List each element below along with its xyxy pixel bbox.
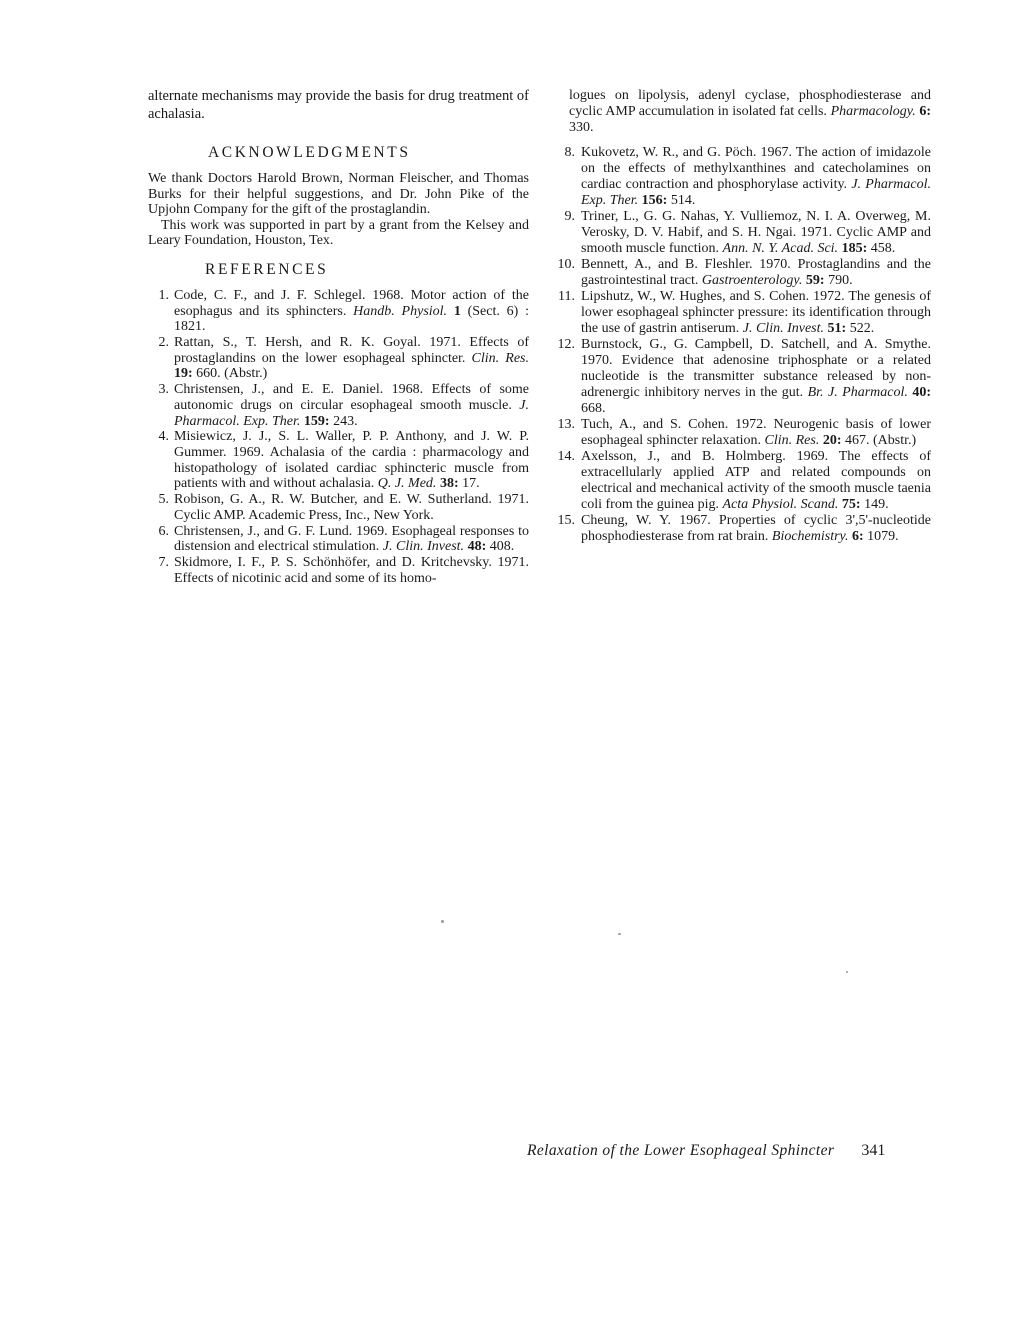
reference-text-run: 1079. bbox=[863, 529, 899, 544]
reference-body bbox=[581, 145, 931, 209]
reference-text-run: Lipshutz, W., W. Hughes, and S. Cohen. 1972. The genesis of lower esophageal sphincter pressure: its identification through the use of gastrin antiserum. bbox=[581, 289, 931, 336]
reference-text-run: 330. bbox=[569, 120, 594, 135]
page-footer bbox=[527, 1142, 885, 1160]
reference-item bbox=[551, 417, 931, 449]
reference-number: 10. bbox=[557, 257, 575, 272]
references-heading: REFERENCES bbox=[205, 260, 329, 278]
reference-item bbox=[551, 257, 931, 289]
reference-text-run: 243. bbox=[329, 413, 358, 429]
reference-list-right bbox=[551, 145, 931, 545]
reference-text-run: Christensen, J., and E. E. Daniel. 1968. Effects of some autonomic drugs on circular esophageal smooth muscle. bbox=[174, 382, 529, 413]
reference-text-run: Code, C. F., and J. F. Schlegel. 1968. Motor action of the esophagus and its sphincters. bbox=[174, 287, 529, 319]
journal-name: Q. J. Med. bbox=[377, 476, 437, 492]
reference-item bbox=[551, 209, 931, 257]
reference-body bbox=[174, 382, 529, 429]
reference-text-run: Burnstock, G., G. Campbell, D. Satchell, and A. Smythe. 1970. Evidence that adenosine triphosphate or a related nucleotide is the transmitter substance released by non-adrenergic inhibitory nerves in the gut. bbox=[581, 337, 931, 400]
reference-text-run: Skidmore, I. F., P. S. Schönhöfer, and D. Kritchevsky. 1971. Effects of nicotinic acid and some of its homo- bbox=[174, 554, 529, 586]
journal-name: Biochemistry. bbox=[771, 529, 849, 544]
scan-speck bbox=[441, 920, 444, 923]
acknowledgments-section bbox=[148, 171, 529, 249]
reference-item bbox=[148, 335, 529, 382]
reference-text-run: 514. bbox=[667, 193, 696, 208]
reference-text-run: Kukovetz, W. R., and G. Pöch. 1967. The action of imidazole on the effects of methylxanthines and catecholamines on cardiac contraction and phosphorylase activity. bbox=[581, 145, 931, 192]
journal-name: J. Pharmacol. Exp. Ther. bbox=[581, 177, 931, 208]
reference-text-run: 668. bbox=[581, 401, 606, 416]
reference-text-run: 522. bbox=[846, 321, 875, 336]
reference-body bbox=[174, 524, 529, 555]
reference-text-run: 458. bbox=[867, 241, 896, 256]
reference-body bbox=[581, 209, 931, 257]
reference-item bbox=[551, 449, 931, 513]
reference-list-left bbox=[148, 288, 529, 586]
volume-number: 6: bbox=[852, 529, 864, 544]
reference-number: 4. bbox=[158, 429, 169, 445]
volume-number: 19: bbox=[174, 366, 193, 382]
journal-name: J. Clin. Invest. bbox=[742, 321, 825, 336]
journal-name: Handb. Physiol. bbox=[353, 303, 448, 319]
reference-text-run: 660. (Abstr.) bbox=[192, 366, 268, 382]
intro-paragraph: alternate mechanisms may provide the basis for drug treatment of achalasia. bbox=[148, 88, 529, 122]
acknowledgments-paragraph: We thank Doctors Harold Brown, Norman Fleischer, and Thomas Burks for their helpful suggestions, and Dr. John Pike of the Upjohn Company for the gift of the prostaglandin. bbox=[148, 171, 529, 218]
reference-text-run: Christensen, J., and G. F. Lund. 1969. Esophageal responses to distension and electrical stimulation. bbox=[174, 523, 529, 555]
journal-name: Clin. Res. bbox=[471, 350, 529, 366]
reference-body bbox=[581, 449, 931, 513]
reference-text-run: Bennett, A., and B. Fleshler. 1970. Prostaglandins and the gastrointestinal tract. bbox=[581, 257, 931, 288]
scan-speck bbox=[846, 971, 848, 973]
reference-text-run: 790. bbox=[824, 273, 853, 288]
journal-name: J. Clin. Invest. bbox=[382, 539, 465, 555]
reference-body bbox=[174, 492, 529, 523]
reference-number: 1. bbox=[158, 287, 169, 303]
volume-number: 38: bbox=[439, 476, 459, 492]
reference-body bbox=[174, 335, 529, 382]
running-title: Relaxation of the Lower Esophageal Sphincter bbox=[527, 1142, 835, 1159]
reference-body bbox=[174, 429, 529, 492]
reference-number: 13. bbox=[557, 417, 575, 432]
reference-text-run: Tuch, A., and S. Cohen. 1972. Neurogenic basis of lower esophageal sphincter relaxation. bbox=[581, 417, 931, 448]
reference-body bbox=[581, 257, 931, 289]
acknowledgments-paragraph: This work was supported in part by a grant from the Kelsey and Leary Foundation, Houston, Tex. bbox=[148, 217, 529, 249]
volume-number: 20: bbox=[822, 433, 842, 448]
reference-item bbox=[148, 429, 529, 492]
reference-number: 14. bbox=[557, 449, 575, 464]
volume-number: 185: bbox=[841, 241, 868, 256]
journal-name: J. Pharmacol. Exp. Ther. bbox=[174, 397, 529, 429]
reference-text-run: 17. bbox=[458, 476, 480, 492]
scan-speck bbox=[618, 933, 621, 935]
reference-number: 3. bbox=[158, 382, 169, 398]
volume-number: 59: bbox=[805, 273, 825, 288]
journal-name: Pharmacology. bbox=[830, 104, 916, 119]
reference-body bbox=[581, 337, 931, 417]
volume-number: 159: bbox=[303, 413, 330, 429]
reference-text-run: 408. bbox=[486, 539, 515, 555]
reference-number: 2. bbox=[158, 335, 169, 351]
journal-name: Clin. Res. bbox=[764, 433, 820, 448]
reference-text-run bbox=[447, 304, 454, 319]
journal-name: Acta Physiol. Scand. bbox=[722, 497, 839, 512]
reference-body bbox=[174, 288, 529, 335]
right-column bbox=[551, 88, 931, 545]
reference-item bbox=[148, 555, 529, 586]
reference-number: 7. bbox=[158, 554, 169, 570]
reference-text-run: logues on lipolysis, adenyl cyclase, phosphodiesterase and cyclic AMP accumulation in isolated fat cells. bbox=[569, 88, 931, 119]
reference-body bbox=[581, 289, 931, 337]
reference-number: 9. bbox=[564, 209, 575, 224]
reference-body bbox=[581, 417, 931, 449]
volume-number: 75: bbox=[841, 497, 861, 512]
reference-item bbox=[551, 289, 931, 337]
journal-name: Br. J. Pharmacol. bbox=[807, 385, 908, 400]
reference-number: 15. bbox=[557, 513, 575, 528]
reference-text-run: Misiewicz, J. J., S. L. Waller, P. P. Anthony, and J. W. P. Gummer. 1969. Achalasia of the cardia : pharmacology and histopathology of isolated cardiac sphincteric muscle from patients with and without achalasia. bbox=[174, 429, 529, 492]
reference-item bbox=[148, 524, 529, 555]
reference-number: 6. bbox=[158, 523, 169, 539]
volume-number: 51: bbox=[827, 321, 847, 336]
reference-number: 11. bbox=[558, 289, 575, 304]
reference-text-run: 467. (Abstr.) bbox=[841, 433, 917, 448]
reference-body bbox=[581, 513, 931, 545]
left-column bbox=[148, 88, 529, 586]
reference-text-run: Cheung, W. Y. 1967. Properties of cyclic 3',5'-nucleotide phosphodiesterase from rat brain. bbox=[581, 513, 931, 544]
reference-item bbox=[148, 492, 529, 523]
reference-text-run: Rattan, S., T. Hersh, and R. K. Goyal. 1971. Effects of prostaglandins on the lower esophageal sphincter. bbox=[174, 335, 529, 366]
volume-number: 48: bbox=[467, 539, 487, 555]
reference-number: 5. bbox=[158, 492, 169, 508]
reference-continuation bbox=[569, 88, 931, 136]
volume-number: 40: bbox=[912, 385, 931, 400]
reference-item bbox=[148, 382, 529, 429]
acknowledgments-heading: ACKNOWLEDGMENTS bbox=[208, 144, 411, 161]
reference-item bbox=[551, 337, 931, 417]
volume-number: 1 bbox=[453, 303, 461, 319]
volume-number: 156: bbox=[641, 193, 668, 208]
reference-number: 8. bbox=[564, 145, 575, 160]
journal-name: Gastroenterology. bbox=[701, 273, 803, 288]
reference-text-run: 149. bbox=[860, 497, 889, 512]
reference-item bbox=[551, 145, 931, 209]
journal-name: Ann. N. Y. Acad. Sci. bbox=[722, 241, 839, 256]
reference-text-run: Triner, L., G. G. Nahas, Y. Vulliemoz, N. I. A. Overweg, M. Verosky, D. V. Habif, and S. H. Ngai. 1971. Cyclic AMP and smooth muscle function. bbox=[581, 209, 931, 256]
reference-item bbox=[148, 288, 529, 335]
reference-text-run: Robison, G. A., R. W. Butcher, and E. W. Sutherland. 1971. Cyclic AMP. Academic Press, Inc., New York. bbox=[174, 492, 529, 523]
reference-text-run: (Sect. 6) : 1821. bbox=[174, 303, 529, 335]
reference-number: 12. bbox=[557, 337, 575, 352]
reference-item bbox=[551, 513, 931, 545]
reference-body bbox=[174, 555, 529, 586]
reference-text-run: Axelsson, J., and B. Holmberg. 1969. The effects of extracellularly applied ATP and related compounds on electrical and mechanical activity of the smooth muscle taenia coli from the guinea pig. bbox=[581, 449, 931, 512]
volume-number: 6: bbox=[919, 104, 932, 119]
page-number: 341 bbox=[861, 1142, 886, 1159]
